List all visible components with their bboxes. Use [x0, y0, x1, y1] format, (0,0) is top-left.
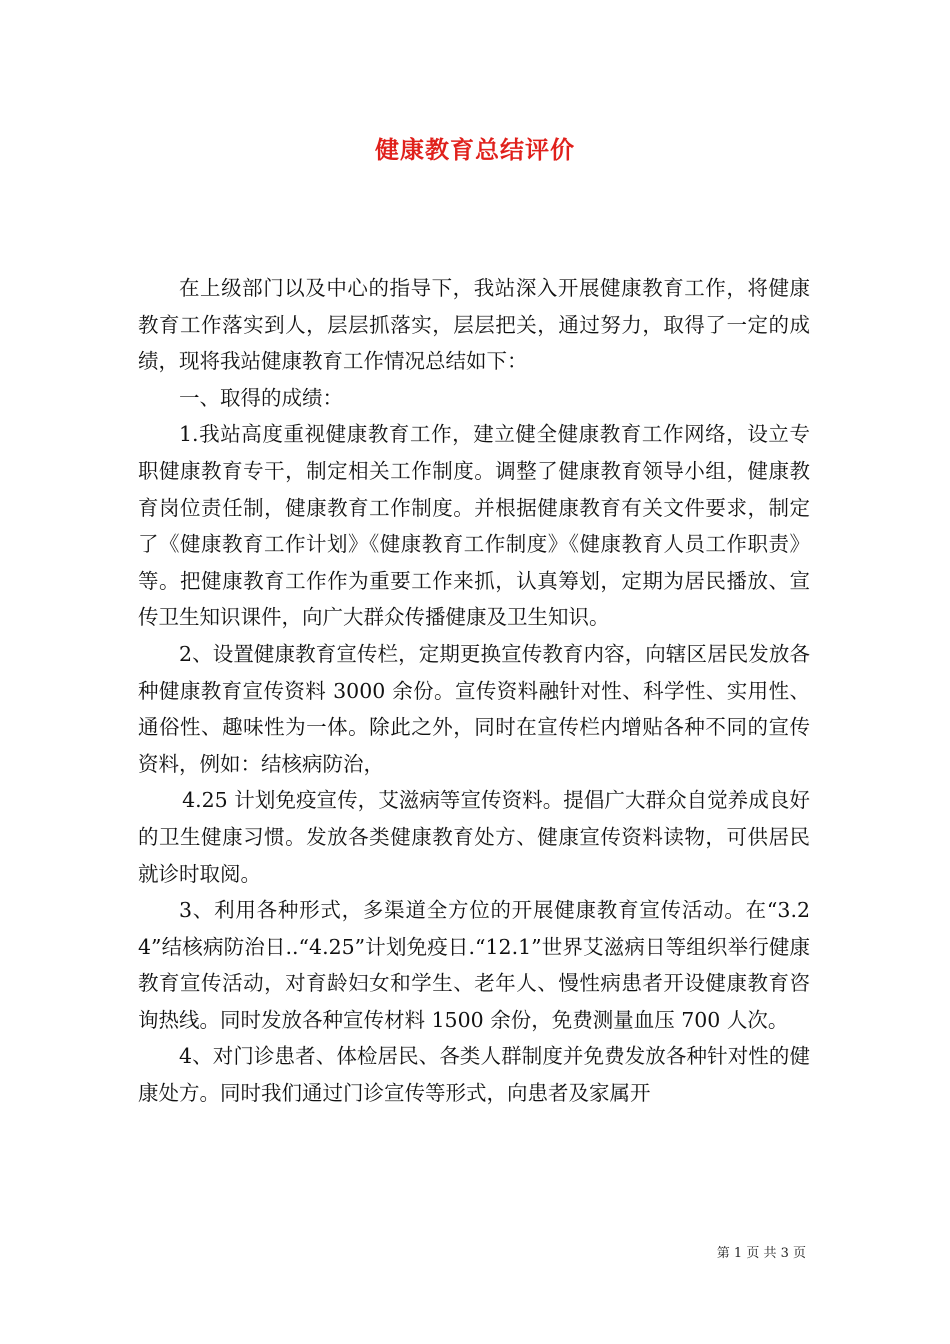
- paragraph-item-2-continued: 4.25 计划免疫宣传，艾滋病等宣传资料。提倡广大群众自觉养成良好的卫生健康习惯。发放各类健康教育处方、健康宣传资料读物，可供居民就诊时取阅。: [138, 788, 810, 886]
- paragraph-item-1: 1.我站高度重视健康教育工作，建立健全健康教育工作网络，设立专职健康教育专干，制定相关工作制度。调整了健康教育领导小组，健康教育岗位责任制，健康教育工作制度。并根据健康教育有关文件要求，制定了《健康教育工作计划》《健康教育工作制度》《健康教育人员工作职责》等。把健康教育工作作为重要工作来抓，认真筹划，定期为居民播放、宣传卫生知识课件，向广大群众传播健康及卫生知识。: [138, 422, 810, 630]
- paragraph-section-heading: 一、取得的成绩：: [179, 385, 343, 410]
- document-title: 健康教育总结评价: [375, 135, 575, 164]
- paragraph-item-2: 2、设置健康教育宣传栏，定期更换宣传教育内容，向辖区居民发放各种健康教育宣传资料 3000 余份。宣传资料融针对性、科学性、实用性、通俗性、趣味性为一体。除此之外，同时在宣传栏内增贴各种不同的宣传资料，例如：结核病防治，: [138, 641, 810, 776]
- page-number-footer: 第 1 页 共 3 页: [716, 1246, 806, 1261]
- paragraph-intro: 在上级部门以及中心的指导下，我站深入开展健康教育工作，将健康教育工作落实到人，层层抓落实，层层把关，通过努力，取得了一定的成绩，现将我站健康教育工作情况总结如下：: [138, 276, 810, 374]
- document-body: [138, 270, 810, 1112]
- paragraph-item-3: 3、利用各种形式，多渠道全方位的开展健康教育宣传活动。在“3.24”结核病防治日..“4.25”计划免疫日.“12.1”世界艾滋病日等组织举行健康教育宣传活动，对育龄妇女和学生、老年人、慢性病患者开设健康教育咨询热线。同时发放各种宣传材料 1500 余份，免费测量血压 700 人次。: [138, 898, 810, 1032]
- paragraph-item-4: 4、对门诊患者、体检居民、各类人群制度并免费发放各种针对性的健康处方。同时我们通过门诊宣传等形式，向患者及家属开: [138, 1044, 810, 1106]
